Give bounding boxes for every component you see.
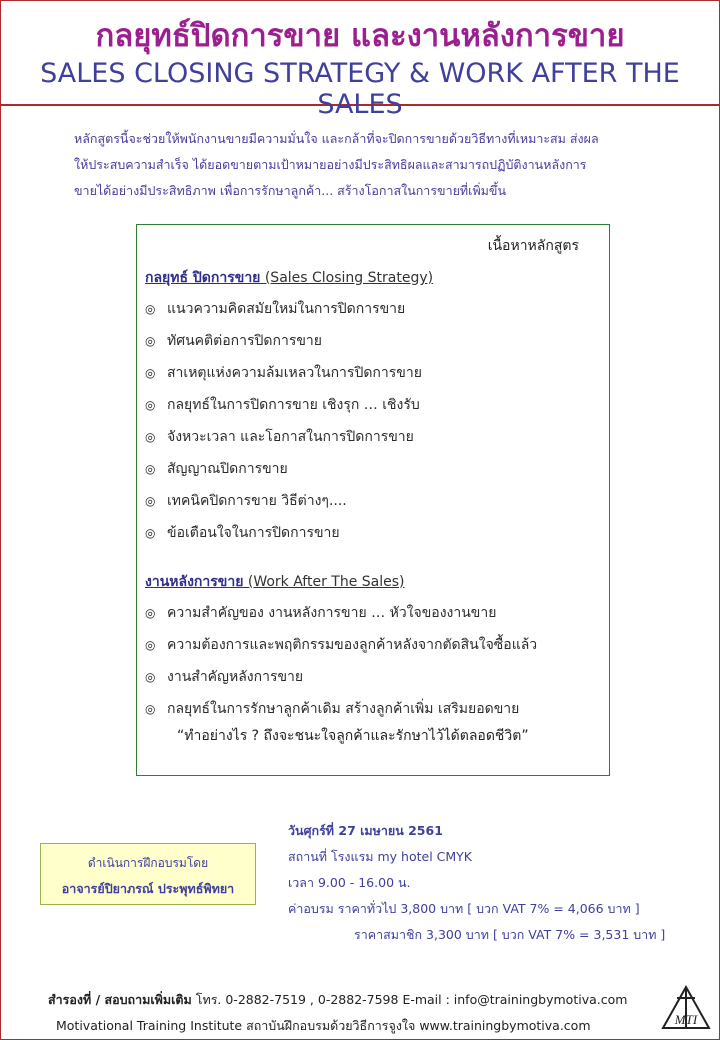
bullet-icon: ◎	[145, 334, 156, 348]
list-item	[145, 521, 422, 553]
list-item	[145, 425, 422, 457]
list-item-text: กลยุทธ์ในการรักษาลูกค้าเดิม สร้างลูกค้าเพิ่ม เสริมยอดขาย	[167, 701, 520, 717]
training-venue: สถานที่ โรงแรม my hotel CMYK	[288, 849, 472, 864]
section-closing-list	[145, 297, 422, 553]
bullet-icon: ◎	[145, 302, 156, 316]
title-thai: กลยุทธ์ปิดการขาย และงานหลังการขาย	[95, 18, 625, 54]
training-date: วันศุกร์ที่ 27 เมษายน 2561	[288, 823, 443, 838]
fee-general: ค่าอบรม ราคาทั่วไป 3,800 บาท [ บวก VAT 7% = 4,066 บาท ]	[288, 901, 640, 916]
footer-institute[interactable]: Motivational Training Institute สถาบันฝึกอบรมด้วยวิธีการจูงใจ www.trainingbymotiva.com	[56, 1018, 591, 1033]
list-item-text: ความต้องการและพฤติกรรมของลูกค้าหลังจากตัดสินใจซื้อแล้ว	[167, 637, 538, 653]
bullet-icon: ◎	[145, 670, 156, 684]
list-item	[145, 633, 537, 665]
intro-line: หลักสูตรนี้จะช่วยให้พนักงานขายมีความมั่นใจ และกล้าที่จะปิดการขายด้วยวิธีทางที่เหมาะสม ส่งผล	[74, 131, 599, 146]
contact-info[interactable]: โทร. 0-2882-7519 , 0-2882-7598 E-mail : info@trainingbymotiva.com	[191, 992, 628, 1007]
section-closing-title-en: (Sales Closing Strategy)	[260, 270, 434, 286]
section-after-sales-title-en: (Work After The Sales)	[243, 574, 405, 590]
list-item-text: สัญญาณปิดการขาย	[167, 461, 288, 477]
trainer-label: ดำเนินการฝึกอบรมโดย	[87, 856, 209, 870]
bullet-icon: ◎	[145, 606, 156, 620]
section-after-sales-title-th: งานหลังการขาย	[145, 574, 244, 590]
logo-text: MTI	[674, 1012, 698, 1027]
list-item	[145, 457, 422, 489]
section-after-sales-title	[145, 571, 405, 593]
trainer-name: อาจารย์ปิยาภรณ์ ประพุทธ์พิทยา	[61, 881, 235, 896]
trainer-box	[40, 843, 256, 905]
intro-line: ให้ประสบความสำเร็จ ได้ยอดขายตามเป้าหมายอย่างมีประสิทธิผลและสามารถปฏิบัติงานหลังการ	[74, 157, 587, 172]
schedule-info	[288, 818, 665, 948]
reserve-label: สำรองที่ / สอบถามเพิ่มเติม	[48, 992, 192, 1007]
header	[0, 0, 720, 120]
list-item-text: ความสำคัญของ งานหลังการขาย … หัวใจของงานขาย	[167, 605, 497, 621]
list-item	[145, 361, 422, 393]
course-content-box	[136, 224, 610, 776]
bullet-icon: ◎	[145, 366, 156, 380]
bullet-icon: ◎	[145, 430, 156, 444]
bullet-icon: ◎	[145, 526, 156, 540]
bullet-icon: ◎	[145, 638, 156, 652]
list-item	[145, 489, 422, 521]
list-item-text: ข้อเตือนใจในการปิดการขาย	[167, 525, 340, 541]
bullet-icon: ◎	[145, 494, 156, 508]
bullet-icon: ◎	[145, 702, 156, 716]
footer-contact	[48, 990, 627, 1010]
training-time: เวลา 9.00 - 16.00 น.	[288, 875, 411, 890]
list-item-text: เทคนิคปิดการขาย วิธีต่างๆ....	[167, 493, 347, 509]
intro-paragraph	[74, 126, 654, 204]
list-item	[145, 665, 537, 697]
list-item-text: สาเหตุแห่งความล้มเหลวในการปิดการขาย	[167, 365, 422, 381]
list-item-text: แนวความคิดสมัยใหม่ในการปิดการขาย	[167, 301, 406, 317]
section-closing-title-th: กลยุทธ์ ปิดการขาย	[145, 270, 261, 286]
section-after-sales-list	[145, 601, 537, 729]
list-item-text: งานสำคัญหลังการขาย	[167, 669, 304, 685]
list-item	[145, 297, 422, 329]
bullet-icon: ◎	[145, 398, 156, 412]
closing-quote: “ทำอย่างไร ? ถึงจะชนะใจลูกค้าและรักษาไว้ได้ตลอดชีวิต”	[177, 728, 529, 744]
list-item	[145, 393, 422, 425]
list-item	[145, 601, 537, 633]
fee-member: ราคาสมาชิก 3,300 บาท [ บวก VAT 7% = 3,531 บาท ]	[354, 927, 666, 942]
title-english: SALES CLOSING STRATEGY & WORK AFTER THE SALES	[40, 58, 680, 120]
course-content-heading: เนื้อหาหลักสูตร	[487, 238, 579, 254]
list-item-text: กลยุทธ์ในการปิดการขาย เชิงรุก … เชิงรับ	[167, 397, 420, 413]
intro-line: ขายได้อย่างมีประสิทธิภาพ เพื่อการรักษาลูกค้า... สร้างโอกาสในการขายที่เพิ่มขึ้น	[74, 183, 507, 198]
list-item-text: จังหวะเวลา และโอกาสในการปิดการขาย	[167, 429, 414, 445]
list-item-text: ทัศนคติต่อการปิดการขาย	[167, 333, 322, 349]
bullet-icon: ◎	[145, 462, 156, 476]
list-item	[145, 329, 422, 361]
mti-logo-icon	[660, 984, 712, 1032]
section-closing-title	[145, 267, 433, 289]
